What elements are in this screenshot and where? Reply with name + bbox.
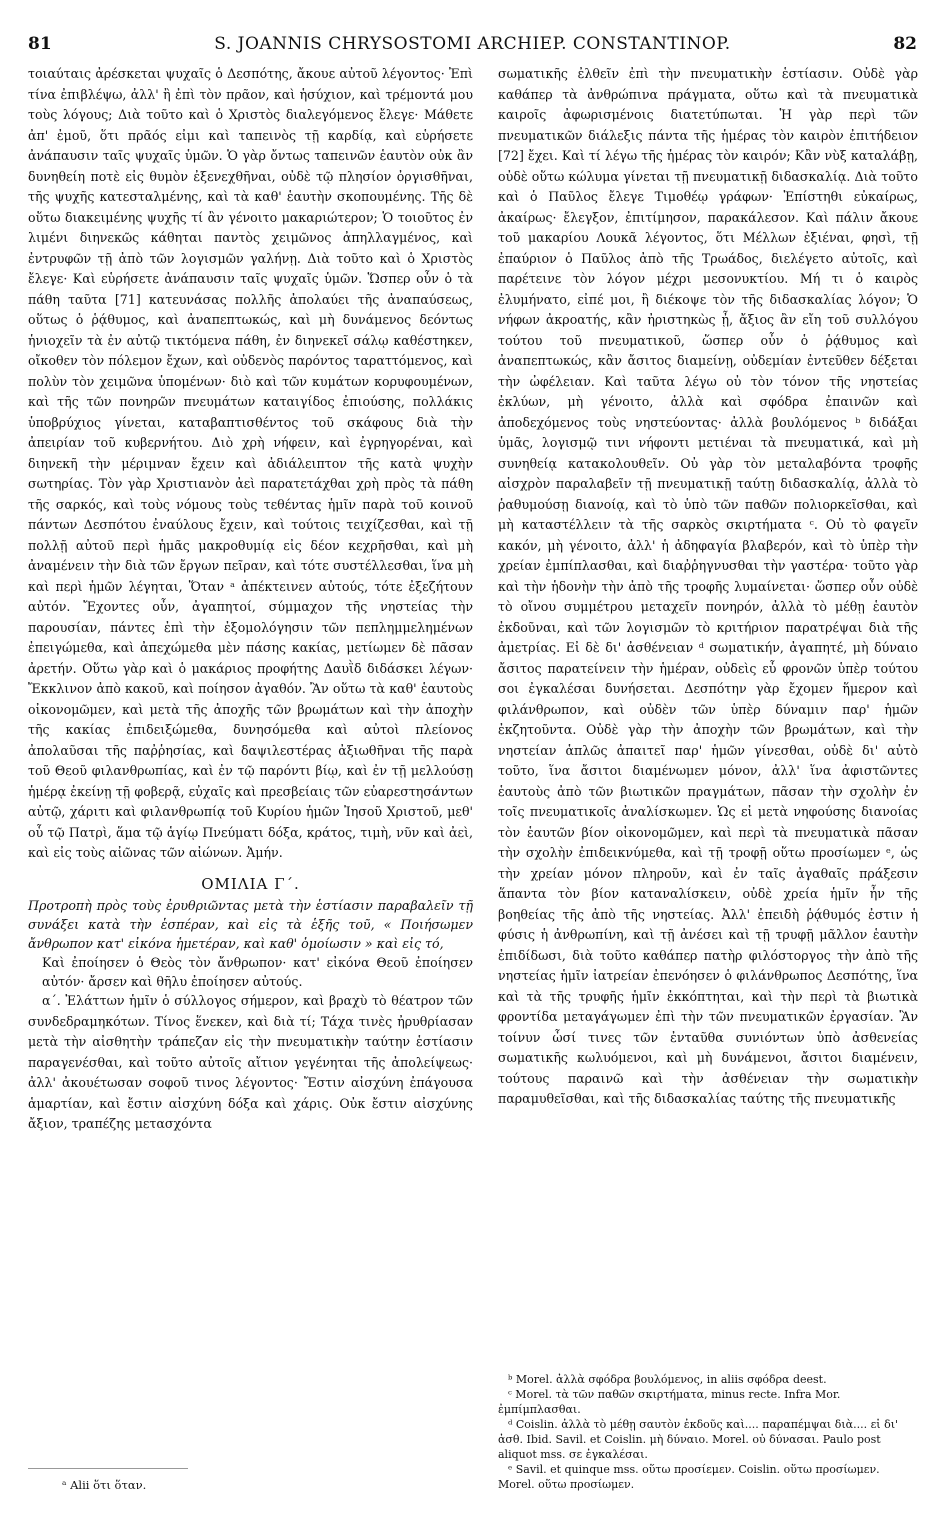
left-page-number: 81 <box>28 34 52 54</box>
homily-opening-paragraph: α΄. Ἐλάττων ἡμῖν ὁ σύλλογος σήμερον, καὶ βραχὺ τὸ θέατρον τῶν συνδεδραμηκότων. Τίνος ἕνεκεν, καὶ διὰ τί; Τάχα τινὲς ἠρυθρίασαν μετὰ τὴν αἰσθητὴν τράπεζαν εἰς τὴν πνευματικὴν ταύτην ἑστίασιν παραγενέσθαι, καὶ τοῦτο αὐτοῖς αἴτιον γεγένηται τῆς ἀπολείψεως· ἀλλ' ἀκουέτωσαν σοφοῦ τινος λέγοντος· Ἔστιν αἰσχύνη ἐπάγουσα ἁμαρτίαν, καὶ ἔστιν αἰσχύνη δόξα καὶ χάρις. Οὐκ ἔστιν αἰσχύνης ἄξιον, τραπέζης μετασχόντα <box>28 993 473 1131</box>
left-column-paragraph: τοιαύταις ἀρέσκεται ψυχαῖς ὁ Δεσπότης, ἄκουε αὐτοῦ λέγοντος· Ἐπὶ τίνα ἐπιβλέψω, ἀλλ' ἢ ἐπὶ τὸν πρᾶον, καὶ ἡσύχιον, καὶ τρέμοντά μου τοὺς λόγους; Διὰ τοῦτο καὶ ὁ Χριστὸς διαλεγόμενος ἔλεγε· Μάθετε ἀπ' ἐμοῦ, ὅτι πρᾶός εἰμι καὶ ταπεινὸς τῇ καρδίᾳ, καὶ εὑρήσετε ἀνάπαυσιν ταῖς ψυχαῖς ὑμῶν. Ὁ γὰρ ὄντως ταπεινῶν ἑαυτὸν οὐκ ἂν δυνηθείη ποτὲ εἰς θυμὸν ἐξενεχθῆναι, οὐδὲ τῷ πλησίον ὀργισθῆναι, τῆς ψυχῆς κατεσταλμένης, καὶ τὰ καθ' ἑαυτὴν σκοπουμένης. Τῆς δὲ οὕτω διακειμένης ψυχῆς τί ἂν γένοιτο μακαριώτερον; Ὁ τοιοῦτος ἐν λιμένι διηνεκῶς κάθηται παντὸς χειμῶνος ἀπηλλαγμένος, καὶ ἐντρυφῶν τῇ ἀπὸ τῶν λογισμῶν γαλήνῃ. Διὰ τοῦτο καὶ ὁ Χριστὸς ἔλεγε· Καὶ εὑρήσετε ἀνάπαυσιν ταῖς ψυχαῖς ὑμῶν. Ὥσπερ οὖν ὁ τὰ πάθη ταῦτα [71] κατευνάσας πολλῆς ἀπολαύει τῆς ἀναπαύσεως, οὕτως ὁ ῥᾴθυμος, καὶ ἀναπεπτωκώς, καὶ μὴ δυνάμενος δεόντως ἡνιοχεῖν τὰ ἐν αὐτῷ τικτόμενα πάθη, ἐν διηνεκεῖ σάλῳ καθέστηκεν, οἴκοθεν τὸν πόλεμον ἔχων, καὶ οὐδενὸς παρόντος ταραττόμενος, καὶ πολὺν τὸν χειμῶνα ὑπομένων· διὸ καὶ τῶν κυμάτων κορυφουμένων, καὶ τῆς τῶν πονηρῶν πνευμάτων καταιγίδος ἐπιούσης, πολλάκις ὑποβρύχιος γίνεται, καταβαπτισθέντος τοῦ σκάφους διὰ τὴν ἀπειρίαν τοῦ κυβερνήτου. Διὸ χρὴ νήφειν, καὶ ἐγρηγορέναι, καὶ διηνεκῆ τὴν μέριμναν ἔχειν καὶ ἀδιάλειπτον τῆς κατὰ ψυχὴν σωτηρίας. Τὸν γὰρ Χριστιανὸν ἀεὶ παρατετάχθαι χρὴ πρὸς τὰ πάθη τῆς σαρκός, καὶ τοὺς νόμους τοὺς τεθέντας ἡμῖν παρὰ τοῦ κοινοῦ πάντων Δεσπότου ἐναύλους ἔχειν, καὶ τούτοις τειχίζεσθαι, καὶ τῇ πολλῇ αὐτοῦ περὶ ἡμᾶς μακροθυμίᾳ εἰς δέον κεχρῆσθαι, καὶ μὴ ἀναμένειν τὴν διὰ τῶν ἔργων πεῖραν, καὶ τότε συστέλλεσθαι, ἵνα μὴ καὶ περὶ ἡμῶν λέγηται, Ὅταν ᵃ ἀπέκτεινεν αὐτούς, τότε ἐξεζήτουν αὐτόν. Ἔχοντες οὖν, ἀγαπητοί, σύμμαχον τῆς νηστείας τὴν παρουσίαν, πάντες ἐπὶ τὴν ἐξομολόγησιν τῶν πεπλημμελημένων ἐπειγώμεθα, καὶ ἀπεχώμεθα μὲν πάσης κακίας, μετίωμεν δὲ πᾶσαν ἀρετήν. Οὕτω γὰρ καὶ ὁ μακάριος προφήτης Δαυῒδ διδάσκει λέγων· Ἔκκλινον ἀπὸ κακοῦ, καὶ ποίησον ἀγαθόν. Ἂν οὕτω τὰ καθ' ἑαυτοὺς οἰκονομῶμεν, καὶ μετὰ τῆς ἀποχῆς τῶν βρωμάτων καὶ τὴν ἀποχὴν τῆς κακίας ἐπιδειξώμεθα, δυνησόμεθα καὶ αὐτοὶ πλείονος ἀπολαῦσαι τῆς παῤῥησίας, καὶ δαψιλεστέρας ἀξιωθῆναι τῆς παρὰ τοῦ Θεοῦ φιλανθρωπίας, καὶ ἐν τῷ παρόντι βίῳ, καὶ ἐν τῇ μελλούσῃ ἡμέρᾳ ἐκείνῃ τῇ φοβερᾷ, εὐχαῖς καὶ πρεσβείαις τῶν εὐαρεστησάντων αὐτῷ, χάριτι καὶ φιλανθρωπίᾳ τοῦ Κυρίου ἡμῶν Ἰησοῦ Χριστοῦ, μεθ' οὗ τῷ Πατρὶ, ἅμα τῷ ἁγίῳ Πνεύματι δόξα, κράτος, τιμὴ, νῦν καὶ ἀεὶ, καὶ εἰς τοὺς αἰῶνας τῶν αἰώνων. Ἀμήν. <box>28 66 473 860</box>
left-column <box>28 64 473 1135</box>
footnote-e: ᵉ Savil. et quinque mss. οὕτω προσίεμεν. Coislin. οὕτω προσίωμεν. Morel. οὕτω προσίωμεν. <box>498 1463 880 1491</box>
footnotes-right <box>498 1372 918 1492</box>
footnote-d: ᵈ Coislin. ἀλλὰ τὸ μέθῃ σαυτὸν ἐκδοῦς καὶ.... παραπέμψαι διὰ.... εἰ δι' ἀσθ. Ibid. Savil. et Coislin. μὴ δύναιο. Morel. οὐ δύνασαι. Paulo post aliquot mss. σε ἐγκαλέσαι. <box>498 1418 899 1461</box>
right-page-number: 82 <box>893 34 917 54</box>
homily-argument <box>28 896 473 991</box>
footnote-divider <box>28 1468 188 1469</box>
right-column <box>498 64 918 1110</box>
argument-continuation: Καὶ ἐποίησεν ὁ Θεὸς τὸν ἄνθρωπον· κατ' εἰκόνα Θεοῦ ἐποίησεν αὐτόν· ἄρσεν καὶ θῆλυ ἐποίησεν αὐτούς. <box>42 955 473 989</box>
footnote-b: ᵇ Morel. ἀλλὰ σφόδρα βουλόμενος, in aliis σφόδρα deest. <box>508 1373 827 1386</box>
right-column-paragraph: σωματικῆς ἐλθεῖν ἐπὶ τὴν πνευματικὴν ἑστίασιν. Οὐδὲ γὰρ καθάπερ τὰ ἀνθρώπινα πράγματα, οὕτω καὶ τὰ πνευματικὰ καιροῖς ἀφωρισμένοις διατετύπωται. Ἡ γὰρ περὶ τῶν πνευματικῶν διάλεξις πάντα τῆς ἡμέρας τὸν καιρὸν ἐπιτήδειον [72] ἔχει. Καὶ τί λέγω τῆς ἡμέρας τὸν καιρόν; Κἂν νὺξ καταλάβῃ, οὐδὲ οὕτω κώλυμα γίνεται τῇ πνευματικῇ διδασκαλίᾳ. Διὰ τοῦτο καὶ ὁ Παῦλος ἔλεγε Τιμοθέῳ γράφων· Ἐπίστηθι εὐκαίρως, ἀκαίρως· ἔλεγξον, ἐπιτίμησον, παρακάλεσον. Καὶ πάλιν ἄκουε τοῦ μακαρίου Λουκᾶ λέγοντος, ὅτι Μέλλων ἐξιέναι, φησὶ, τῇ ἐπαύριον ὁ Παῦλος ἀπὸ τῆς Τρωάδος, διελέγετο αὐτοῖς, καὶ παρέτεινε τὸν λόγον μέχρι μεσονυκτίου. Μή τι ὁ καιρὸς ἐλυμήνατο, εἰπέ μοι, ἢ διέκοψε τὸν τῆς διδασκαλίας λόγον; Ὁ νήφων ἀκροατής, κἂν ἠριστηκὼς ᾖ, ἄξιος ἂν εἴη τοῦ συλλόγου τούτου τοῦ πνευματικοῦ, ὥσπερ οὖν ὁ ῥᾴθυμος καὶ ἀναπεπτωκώς, κἂν ἄσιτος διαμείνῃ, οὐδεμίαν ἐντεῦθεν δέξεται τὴν ὠφέλειαν. Καὶ ταῦτα λέγω οὐ τὸν τόνον τῆς νηστείας ἐκλύων, μὴ γένοιτο, ἀλλὰ καὶ σφόδρα ἐπαινῶν καὶ ἀποδεχόμενος τοὺς νηστεύοντας· ἀλλὰ βουλόμενος ᵇ διδάξαι ὑμᾶς, λογισμῷ τινι νήφοντι μετιέναι τὰ πνευματικά, καὶ μὴ συνηθείᾳ κατακολουθεῖν. Οὐ γὰρ τὸν μεταλαβόντα τροφῆς αἰσχρὸν παραλαβεῖν τῇ πνευματικῇ ταύτῃ διδασκαλίᾳ, ἀλλὰ τὸ ῥαθυμούσῃ διανοίᾳ, καὶ τὸ ὑπὸ τῶν παθῶν πολιορκεῖσθαι, καὶ μὴ καταστέλλειν τὰ τῆς σαρκὸς σκιρτήματα ᶜ. Οὐ τὸ φαγεῖν κακόν, μὴ γένοιτο, ἀλλ' ἡ ἀδηφαγία βλαβερόν, καὶ τὸ ὑπὲρ τὴν χρείαν ἐμπίπλασθαι, καὶ διαῤῥηγνυσθαι τὴν γαστέρα· τοῦτο γὰρ καὶ τὴν ἡδονὴν τὴν ἀπὸ τῆς τροφῆς λυμαίνεται· ὥσπερ οὖν οὐδὲ τὸ οἴνου συμμέτρου μεταχεῖν πονηρόν, ἀλλὰ τὸ μέθῃ ἑαυτὸν ἐκδοῦναι, καὶ τῶν λογισμῶν τὸ κριτήριον παρατρέψαι διὰ τῆς ἀμετρίας. Εἰ δὲ δι' ἀσθένειαν ᵈ σωματικήν, ἀγαπητέ, μὴ δύναιο ἄσιτος παρατείνειν τὴν ἡμέραν, οὐδεὶς εὖ φρονῶν ὑπὲρ τούτου σοι ἐγκαλέσαι δυνήσεται. Δεσπότην γὰρ ἔχομεν ἥμερον καὶ φιλάνθρωπον, καὶ οὐδὲν τῶν ὑπὲρ δύναμιν παρ' ἡμῶν ἐκζητοῦντα. Οὐδὲ γὰρ τὴν ἀποχὴν τῶν βρωμάτων, καὶ τὴν νηστείαν ἁπλῶς ἀπαιτεῖ παρ' ἡμῶν γίνεσθαι, οὐδὲ δι' αὐτὸ τοῦτο, ἵνα ἄσιτοι διαμένωμεν μόνον, ἀλλ' ἵνα ἀφιστῶντες ἑαυτοὺς ἀπὸ τῶν βιωτικῶν πραγμάτων, πᾶσαν τὴν σχολὴν ἐν τοῖς πνευματικοῖς ἀναλίσκωμεν. Ὡς εἰ μετὰ νηφούσης διανοίας τὸν ἑαυτῶν βίον οἰκονομῶμεν, καὶ περὶ τὰ πνευματικὰ πᾶσαν τὴν σχολὴν ἐπιδεικνύμεθα, καὶ τῇ τροφῇ οὕτω προσίωμεν ᵉ, ὡς τὴν χρείαν μόνον πληροῦν, καὶ ἐν ταῖς ἀγαθαῖς πράξεσιν ἅπαντα τὸν βίον καταναλίσκειν, οὐδὲ χρεία ἡμῖν ἦν τῆς βοηθείας τῆς ἀπὸ τῆς νηστείας. Ἀλλ' ἐπειδὴ ῥᾴθυμός ἐστιν ἡ φύσις ἡ ἀνθρωπίνη, καὶ τῇ ἀνέσει καὶ τῇ τρυφῇ μᾶλλον ἑαυτὴν ἐπιδίδωσι, διὰ τοῦτο καθάπερ πατὴρ φιλόστοργος τὴν ἀπὸ τῆς νηστείας ἡμῖν ἰατρείαν ἐπενόησεν ὁ φιλάνθρωπος Δεσπότης, ἵνα καὶ τὰ τῆς τρυφῆς ἡμῖν ἐκκόπτηται, καὶ τὴν περὶ τὰ βιωτικὰ φροντίδα μεταγάγωμεν ἐπὶ τὴν τῶν πνευματικῶν ἐργασίαν. Ἂν τοίνυν ὦσί τινες τῶν ἐνταῦθα συνιόντων ὑπὸ ἀσθενείας σωματικῆς κωλυόμενοι, καὶ μὴ δυνάμενοι, ἄσιτοι διαμένειν, τούτους παραινῶ καὶ τὴν ἀσθένειαν τὴν σωματικὴν παραμυθεῖσθαι, καὶ τῆς διδασκαλίας ταύτης τῆς πνευματικῆς <box>498 66 918 1106</box>
argument-text: Προτροπὴ πρὸς τοὺς ἐρυθριῶντας μετὰ τὴν ἑστίασιν παραβαλεῖν τῇ συνάξει κατὰ τὴν ἑσπέραν, καὶ εἰς τὰ ἑξῆς τοῦ, « Ποιήσωμεν ἄνθρωπον κατ' εἰκόνα ἡμετέραν, καὶ καθ' ὁμοίωσιν » καὶ εἰς τό, <box>28 898 473 951</box>
footnote-a: ᵃ Alii ὅτι ὅταν. <box>62 1478 147 1492</box>
running-title: S. JOANNIS CHRYSOSTOMI ARCHIEP. CONSTANTINOP. <box>214 34 731 54</box>
homily-title: ΟΜΙΛΙΑ Γ΄. <box>201 874 300 893</box>
running-header <box>28 34 917 62</box>
footnote-c: ᶜ Morel. τὰ τῶν παθῶν σκιρτήματα, minus recte. Infra Mor. ἐμπίμπλασθαι. <box>498 1388 841 1416</box>
